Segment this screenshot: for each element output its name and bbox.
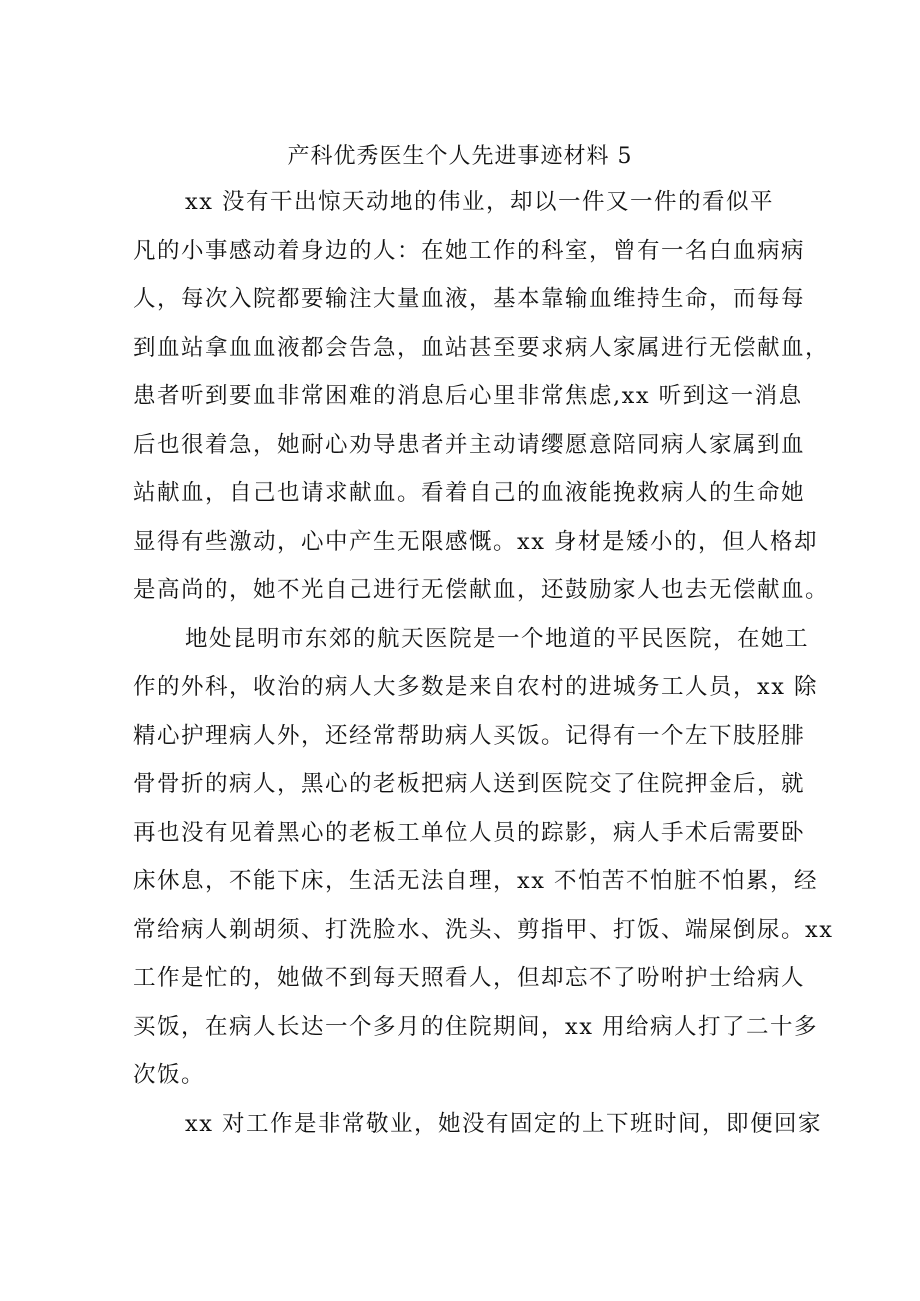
body-line: 床休息，不能下床，生活无法自理，xx 不怕苦不怕脏不怕累，经 — [133, 868, 819, 894]
body-line: 买饭，在病人长达一个多月的住院期间，xx 用给病人打了二十多 — [133, 1013, 819, 1040]
body-line: 到血站拿血血液都会告急，血站甚至要求病人家属进行无偿献血， — [133, 334, 830, 361]
body-line: 次饭。 — [133, 1062, 206, 1088]
body-line: 骨骨折的病人，黑心的老板把病人送到医院交了住院押金后，就 — [133, 771, 806, 797]
body-line: 是高尚的，她不光自己进行无偿献血，还鼓励家人也去无偿献血。 — [133, 577, 830, 603]
body-line: 显得有些激动，心中产生无限感慨。xx 身材是矮小的，但人格却 — [133, 528, 819, 555]
body-line: 人，每次入院都要输注大量血液，基本靠输血维持生命，而每每 — [133, 286, 806, 312]
body-line: xx 没有干出惊天动地的伟业，却以一件又一件的看似平 — [185, 189, 775, 215]
body-line: 常给病人剃胡须、打洗脸水、洗头、剪指甲、打饭、端屎倒尿。xx — [133, 916, 834, 943]
body-line: 站献血，自己也请求献血。看着自己的血液能挽救病人的生命她 — [133, 480, 806, 506]
body-line: 再也没有见着黑心的老板工单位人员的踪影，病人手术后需要卧 — [133, 819, 806, 846]
body-line: 工作是忙的，她做不到每天照看人，但却忘不了吩咐护士给病人 — [133, 965, 806, 991]
body-line: 后也很着急，她耐心劝导患者并主动请缨愿意陪同病人家属到血 — [133, 431, 806, 458]
body-line: 精心护理病人外，还经常帮助病人买饭。记得有一个左下肢胫腓 — [133, 722, 806, 749]
document-body — [133, 178, 834, 1148]
body-line: 地处昆明市东郊的航天医院是一个地道的平民医院，在她工 — [185, 625, 810, 652]
body-line: 患者听到要血非常困难的消息后心里非常焦虑,xx 听到这一消息 — [133, 383, 803, 409]
body-line: 凡的小事感动着身边的人：在她工作的科室，曾有一名白血病病 — [133, 237, 806, 264]
document-title: 产科优秀医生个人先进事迹材料 5 — [287, 144, 633, 169]
body-line: 作的外科，收治的病人大多数是来自农村的进城务工人员，xx 除 — [133, 674, 819, 700]
body-line: xx 对工作是非常敬业，她没有固定的上下班时间，即便回家 — [185, 1110, 823, 1137]
